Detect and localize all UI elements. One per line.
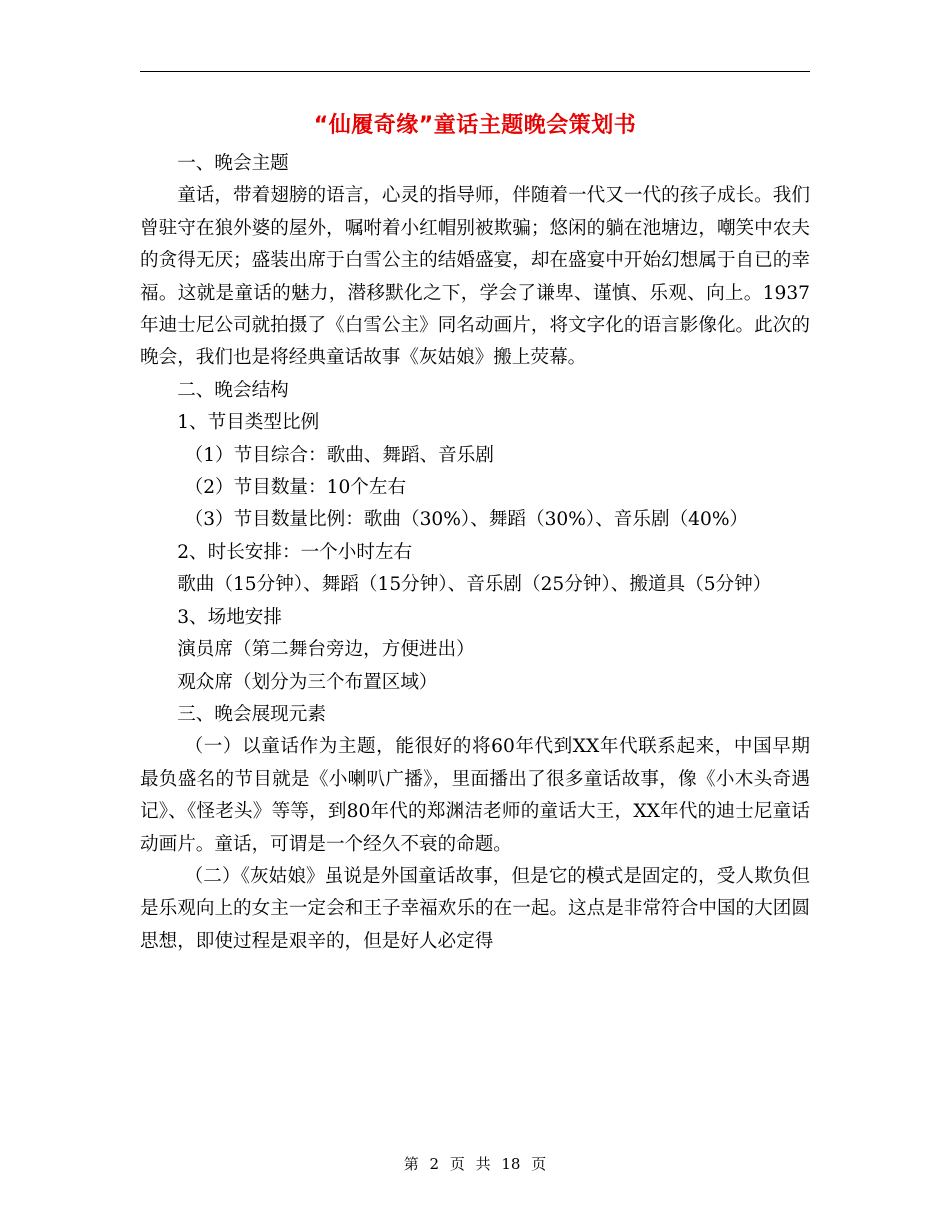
section-heading-theme: 一、晚会主题 [177, 153, 289, 174]
subheading-duration: 2、时长安排：一个小时左右 [177, 541, 413, 563]
list-item-program-mix: （1）节目综合：歌曲、舞蹈、音乐剧 [184, 444, 494, 466]
paragraph-performer-seats: 演员席（第二舞台旁边，方便进出） [177, 639, 475, 661]
paragraph-theme-body: 童话，带着翅膀的语言，心灵的指导师，伴随着一代又一代的孩子成长。我们曾驻守在狼外婆的屋外，嘱咐着小红帽别被欺骗；悠闲的躺在池塘边，嘲笑中农夫的贪得无厌；盛装出席于白雪公主的结婚盛宴，却在盛宴中开始幻想属于自已的幸福。这就是童话的魅力，潜移默化之下，学会了谦卑、谨慎、乐观、向上。1937年迪士尼公司就拍摄了《白雪公主》同名动画片，将文字化的语言影像化。此次的晚会，我们也是将经典童话故事《灰姑娘》搬上荧幕。 [140, 185, 810, 369]
section-heading-elements: 三、晚会展现元素 [177, 703, 326, 725]
header-rule [140, 71, 810, 72]
page-number-footer: 第 2 页 共 18 页 [403, 1155, 547, 1173]
paragraph-audience-seats: 观众席（划分为三个布置区域） [177, 671, 438, 693]
paragraph-element-two: （二）《灰姑娘》虽说是外国童话故事，但是它的模式是固定的，受人欺负但是乐观向上的女主一定会和王子幸福欢乐的在一起。这点是非常符合中国的大团圆思想，即使过程是艰辛的，但是好人必定得 [140, 865, 810, 952]
list-item-program-proportion: （3）节目数量比例：歌曲（30%）、舞蹈（30%）、音乐剧（40%） [184, 509, 749, 531]
subheading-venue: 3、场地安排 [177, 606, 282, 628]
list-item-program-count: （2）节目数量：10个左右 [184, 477, 407, 499]
document-title: “仙履奇缘”童话主题晚会策划书 [313, 113, 637, 138]
subheading-program-ratio: 1、节目类型比例 [177, 412, 320, 434]
paragraph-element-one: （一）以童话作为主题，能很好的将60年代到XX年代联系起来，中国早期最负盛名的节目就是《小喇叭广播》，里面播出了很多童话故事，像《小木头奇遇记》、《怪老头》等等，到80年代的郑渊洁老师的童话大王，XX年代的迪士尼童话动画片。童话，可谓是一个经久不衰的命题。 [140, 736, 810, 855]
section-heading-structure: 二、晚会结构 [177, 379, 289, 401]
document-body [140, 148, 810, 958]
paragraph-duration-detail: 歌曲（15分钟）、舞蹈（15分钟）、音乐剧（25分钟）、搬道具（5分钟） [177, 574, 772, 596]
